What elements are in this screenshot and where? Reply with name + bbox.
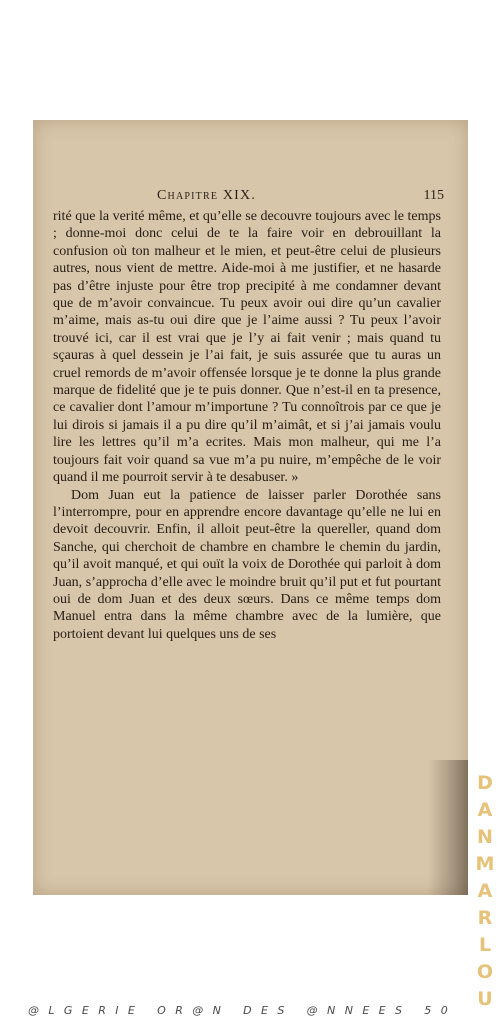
side-watermark — [472, 770, 498, 1013]
body-text — [53, 208, 441, 643]
watermark-letter: O — [476, 961, 494, 983]
watermark-letter: R — [477, 907, 493, 929]
page-number: 115 — [423, 188, 444, 203]
paragraph-1: rité que la verité même, et qu’elle se decouvre toujours avec le temps ; donne-moi donc celui de te la faire voir en debrouillant la confusion où ton malheur et le mien, et peut-être celui de plusieurs autres, nous vient de mettre. Aide-moi à me justifier, et ne hasarde pas d’être injuste pour être trop precipité à me condamner devant que de m’avoir convaincue. Tu peux avoir oui dire qu’un cavalier m’aime, mais as-tu oui dire que je l’aime aussi ? Tu peux l’avoir trouvé ici, car il est vrai que je l’y ai fait venir ; mais quand tu sçauras à quel dessein je l’ai fait, je suis assurée que tu auras un cruel remords de m’avoir offensée lorsque je te donne la plus grande marque de fidelité que je te puis donner. Que n’est-il en ta presence, ce cavalier dont l’amour m’importune ? Tu connoîtrois par ce que je lui dirois si jamais il a pu dire qu’il m’aimât, et si j’ai jamais voulu lire les lettres qu’il m’a ecrites. Mais mon malheur, qui me l’a toujours fait voir quand sa vue m’a pu nuire, m’empêche de le voir quand il me pourroit servir à te desabuser. » — [53, 209, 441, 486]
watermark-letter: N — [477, 826, 493, 848]
paragraph-2: Dom Juan eut la patience de laisser parler Dorothée sans l’interrompre, pour en apprendre encore davantage qu’elle ne lui en devoit decouvrir. Enfin, il alloit peut-être la quereller, quand dom Sanche, qui cherchoit de chambre en chambre le chemin du jardin, qu’il avoit manqué, et qui ouït la voix de Dorothée qui parloit à dom Juan, s’approcha d’elle avec le moindre bruit qu’il put et fut pourtant oui de dom Juan et des deux sœurs. Dans ce même temps dom Manuel entra dans la même chambre avec de la lumière, que portoient devant lui quelques uns de ses — [53, 487, 441, 642]
page-edge-shadow — [428, 760, 468, 895]
watermark-letter: A — [477, 799, 493, 821]
book-page — [33, 120, 468, 895]
page-header — [57, 188, 444, 208]
watermark-letter: L — [478, 934, 492, 956]
footer-caption: @LGERIE OR@N DES @NNEES 50 — [28, 1004, 458, 1017]
watermark-letter: A — [477, 880, 493, 902]
watermark-letter: M — [475, 853, 495, 875]
watermark-letter: U — [477, 988, 493, 1010]
chapter-title: Chapitre XIX. — [157, 188, 257, 203]
watermark-letter: D — [477, 772, 493, 794]
